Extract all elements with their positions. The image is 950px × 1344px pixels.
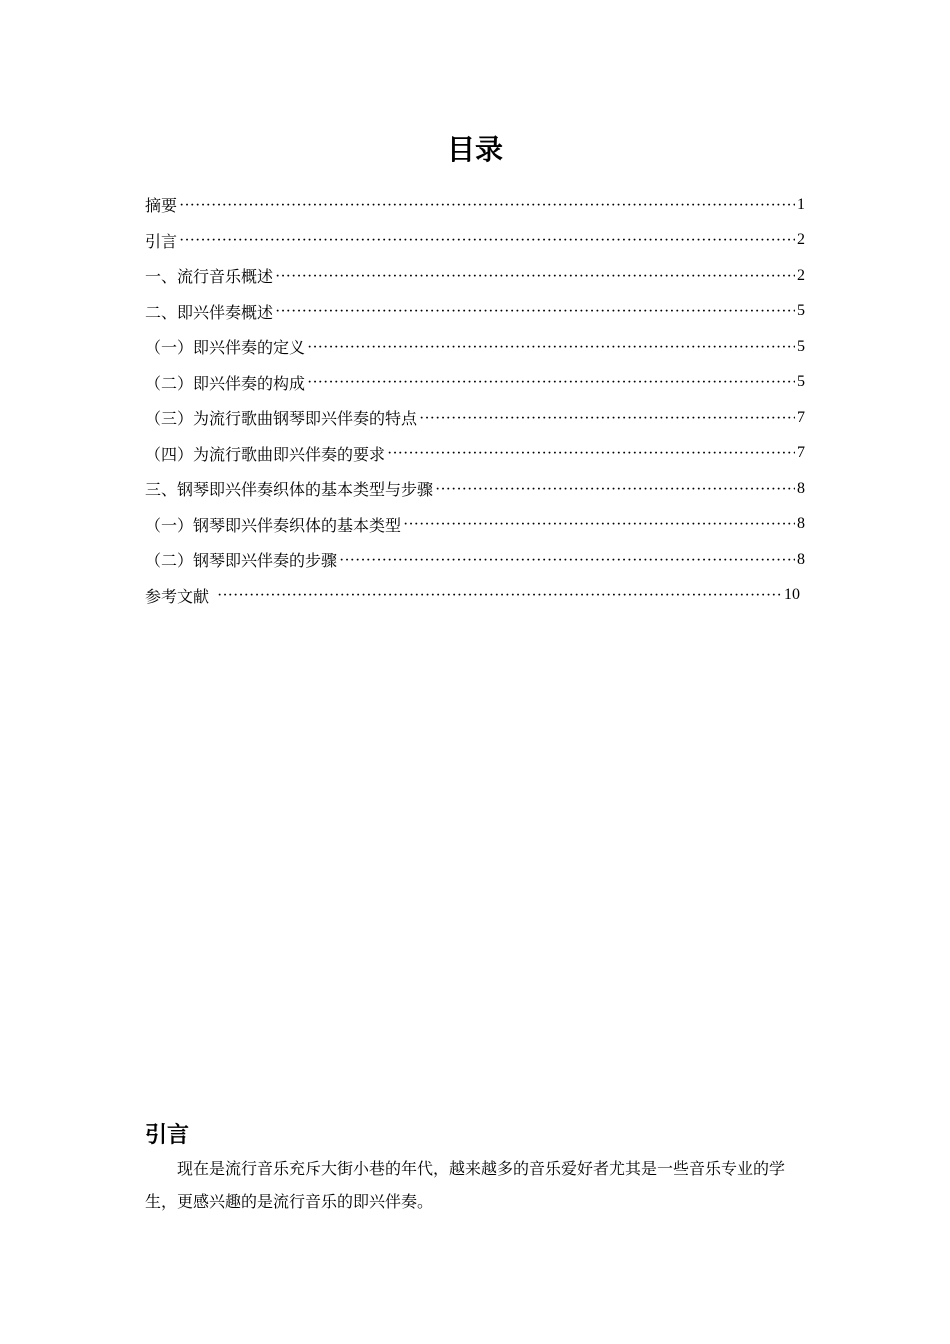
- toc-entry-page: 2: [797, 231, 805, 249]
- toc-leader-dots: [275, 301, 795, 321]
- toc-entry-section-1[interactable]: [145, 258, 805, 294]
- toc-entry-section-3-1[interactable]: [145, 507, 805, 543]
- toc-entry-page: 7: [797, 444, 805, 462]
- toc-entry-section-2[interactable]: [145, 294, 805, 330]
- intro-paragraph: 现在是流行音乐充斥大街小巷的年代，越来越多的音乐爱好者尤其是一些音乐专业的学生，更感兴趣的是流行音乐的即兴伴奏。: [145, 1159, 786, 1211]
- table-of-contents: [145, 187, 805, 613]
- toc-entry-page: 2: [797, 266, 805, 284]
- toc-entry-label: （二）即兴伴奏的构成: [145, 373, 306, 393]
- toc-title: 目录: [446, 133, 503, 166]
- toc-leader-dots: [179, 195, 795, 215]
- toc-leader-dots: [339, 550, 795, 570]
- toc-entry-section-2-4[interactable]: [145, 436, 805, 472]
- toc-leader-dots: [435, 479, 795, 499]
- toc-leader-dots: [387, 443, 795, 463]
- toc-entry-page: 1: [797, 195, 805, 213]
- toc-leader-dots: [179, 230, 795, 250]
- toc-entry-introduction[interactable]: [145, 223, 805, 259]
- toc-entry-page: 8: [797, 479, 805, 497]
- toc-entry-page: 5: [797, 302, 805, 320]
- toc-entry-label: 三、钢琴即兴伴奏织体的基本类型与步骤: [145, 480, 434, 500]
- toc-leader-dots: [307, 372, 795, 392]
- toc-entry-label: （二）钢琴即兴伴奏的步骤: [145, 551, 338, 571]
- toc-entry-label: 参考文献: [145, 586, 210, 606]
- toc-entry-section-2-2[interactable]: [145, 365, 805, 401]
- toc-entry-label: （一）即兴伴奏的定义: [145, 338, 306, 358]
- toc-leader-dots: [275, 266, 795, 286]
- toc-entry-section-2-3[interactable]: [145, 400, 805, 436]
- toc-entry-page: 10: [784, 586, 800, 604]
- toc-entry-section-3[interactable]: [145, 471, 805, 507]
- toc-entry-page: 8: [797, 515, 805, 533]
- toc-entry-label: 一、流行音乐概述: [145, 267, 274, 287]
- intro-heading: 引言: [145, 1123, 190, 1148]
- toc-entry-label: （四）为流行歌曲即兴伴奏的要求: [145, 444, 386, 464]
- toc-leader-dots: [307, 337, 795, 357]
- toc-entry-page: 5: [797, 337, 805, 355]
- toc-entry-section-2-1[interactable]: [145, 329, 805, 365]
- toc-entry-label: 二、即兴伴奏概述: [145, 302, 274, 322]
- toc-leader-dots: [403, 514, 795, 534]
- toc-entry-page: 8: [797, 550, 805, 568]
- toc-leader-dots: [419, 408, 795, 428]
- toc-leader-dots: [217, 585, 782, 605]
- toc-entry-page: 7: [797, 408, 805, 426]
- toc-entry-label: 引言: [145, 231, 178, 251]
- toc-entry-label: （一）钢琴即兴伴奏织体的基本类型: [145, 515, 402, 535]
- toc-entry-page: 5: [797, 373, 805, 391]
- toc-entry-label: （三）为流行歌曲钢琴即兴伴奏的特点: [145, 409, 418, 429]
- toc-entry-references[interactable]: [145, 578, 800, 614]
- toc-entry-abstract[interactable]: [145, 187, 805, 223]
- toc-entry-section-3-2[interactable]: [145, 542, 805, 578]
- toc-entry-label: 摘要: [145, 196, 178, 216]
